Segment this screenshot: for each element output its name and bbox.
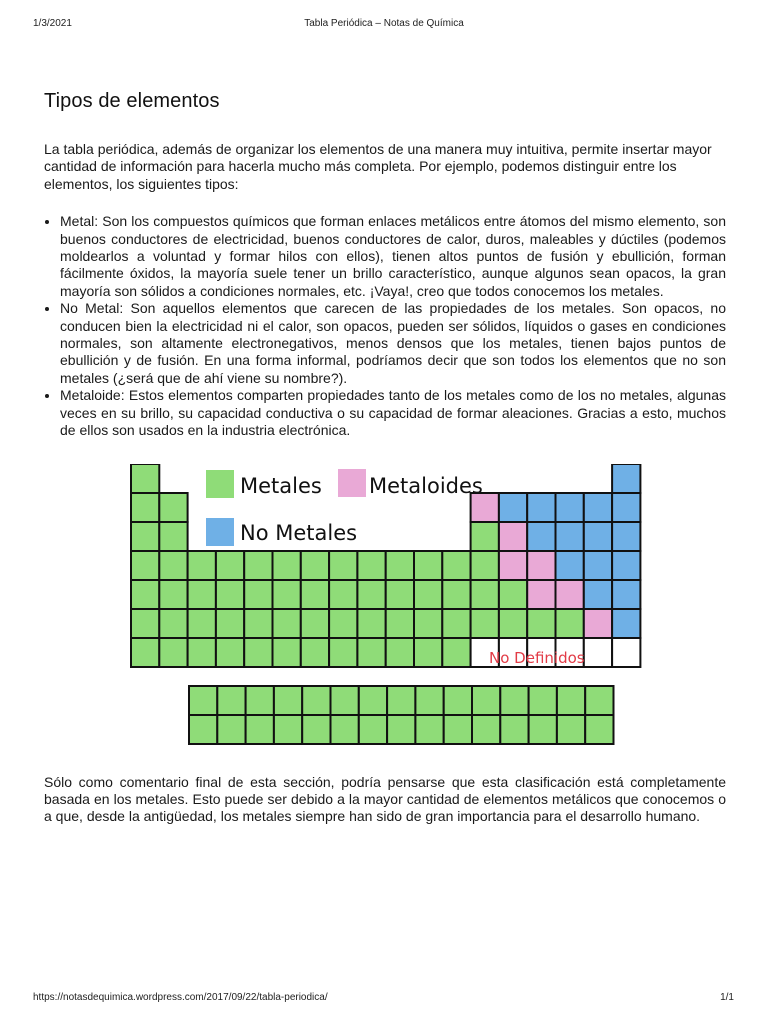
list-item-metalloid: • Metaloide: Estos elementos comparten propiedades tanto de los metales como de los no metales, algunas veces en su brillo, su capacidad conductiva o su capacidad de formar aleaciones. Gracias a esto, muchos de ellos son usados en la industria electrónica. [60, 387, 726, 439]
element-cell-metal [131, 580, 159, 609]
element-cell-undefined [612, 638, 640, 667]
element-cell-nonmetal [612, 493, 640, 522]
element-cell-metal [131, 464, 159, 493]
f-block-cell-metal [302, 686, 330, 715]
f-block-cell-metal [557, 686, 585, 715]
element-cell-metal [159, 493, 187, 522]
element-cell-metal [329, 609, 357, 638]
element-cell-metal [216, 638, 244, 667]
element-cell-metal [414, 551, 442, 580]
element-cell-metal [556, 609, 584, 638]
element-cell-nonmetal [584, 580, 612, 609]
element-cell-metalloid [499, 522, 527, 551]
element-cell-nonmetal [556, 522, 584, 551]
list-item-nonmetal: • No Metal: Son aquellos elementos que carecen de las propiedades de los metales. Son opacos, no conducen bien la electricidad ni el calor, son opacos, pueden ser sólidos, líquidos o gases en condiciones normales, son altamente electronegativos, menos densos que los metales, tienen bajos puntos de ebullición y de fusión. En una forma informal, podríamos decir que son todos los elementos que no son metales (¿será que de ahí viene su nombre?). [60, 300, 726, 387]
element-cell-metal [244, 609, 272, 638]
element-cell-nonmetal [612, 522, 640, 551]
element-cell-metal [357, 580, 385, 609]
element-cell-nonmetal [584, 522, 612, 551]
f-block-cell-metal [331, 715, 359, 744]
element-cell-metal [273, 580, 301, 609]
element-cell-undefined [584, 638, 612, 667]
element-cell-metal [414, 580, 442, 609]
element-cell-metal [273, 638, 301, 667]
element-cell-metal [301, 580, 329, 609]
legend-metalloids-swatch [338, 469, 366, 497]
element-cell-metal [357, 638, 385, 667]
f-block-cell-metal [444, 686, 472, 715]
f-block-cell-metal [472, 715, 500, 744]
legend-metals-swatch [206, 470, 234, 498]
f-block-cell-metal [302, 715, 330, 744]
element-cell-nonmetal [527, 493, 555, 522]
legend-undefined-label: No Definidos [489, 648, 585, 667]
element-cell-metalloid [527, 580, 555, 609]
element-cell-metal [499, 580, 527, 609]
f-block-cell-metal [444, 715, 472, 744]
element-cell-metal [301, 551, 329, 580]
intro-paragraph: La tabla periódica, además de organizar los elementos de una manera muy intuitiva, permite insertar mayor cantidad de información para hacerla mucho más completa. Por ejemplo, podemos distinguir entre los elementos, los siguientes tipos: [44, 141, 712, 192]
element-cell-nonmetal [499, 493, 527, 522]
element-cell-metalloid [499, 551, 527, 580]
element-cell-nonmetal [584, 551, 612, 580]
legend-nonmetals-swatch [206, 518, 234, 546]
element-cell-metal [188, 609, 216, 638]
f-block-cell-metal [359, 715, 387, 744]
f-block-cell-metal [557, 715, 585, 744]
element-cell-metal [159, 551, 187, 580]
element-cell-metal [357, 551, 385, 580]
element-cell-metal [159, 638, 187, 667]
element-cell-metal [244, 551, 272, 580]
f-block-cell-metal [331, 686, 359, 715]
article-content [44, 90, 726, 826]
f-block-cell-metal [387, 686, 415, 715]
element-cell-metal [188, 580, 216, 609]
f-block-cell-metal [274, 715, 302, 744]
element-cell-metal [159, 580, 187, 609]
f-block-cell-metal [529, 686, 557, 715]
f-block-cell-metal [359, 686, 387, 715]
element-cell-metal [442, 609, 470, 638]
periodic-table-figure [44, 464, 726, 764]
element-cell-metal [414, 638, 442, 667]
print-page-number: 1/1 [720, 992, 734, 1003]
element-cell-metal [329, 551, 357, 580]
element-cell-metal [357, 609, 385, 638]
element-cell-metal [273, 609, 301, 638]
element-cell-metal [131, 638, 159, 667]
element-cell-metal [471, 609, 499, 638]
f-block-cell-metal [472, 686, 500, 715]
element-cell-metal [386, 551, 414, 580]
f-block-cell-metal [585, 686, 613, 715]
section-heading: Tipos de elementos [44, 90, 220, 112]
list-item-metal: • Metal: Son los compuestos químicos que forman enlaces metálicos entre átomos del mismo elemento, son buenos conductores de electricidad, buenos conductores de calor, duros, maleables y dúctiles (podemos moldearlos a voluntad y formar hilos con ellos), tienen altos puntos de fusión y ebullición, forman fácilmente óxidos, la mayoría suele tener un brillo característico, aunque algunos sean opacos, la gran mayoría son sólidos a condiciones normales, etc. ¡Vaya!, creo que todos conocemos los metales. [60, 213, 726, 300]
f-block-cell-metal [189, 715, 217, 744]
element-cell-metal [386, 580, 414, 609]
f-block-cell-metal [387, 715, 415, 744]
element-cell-metal [188, 551, 216, 580]
f-block-cell-metal [500, 715, 528, 744]
element-cell-metal [329, 580, 357, 609]
print-footer-url: https://notasdequimica.wordpress.com/2017/09/22/tabla-periodica/ [33, 992, 328, 1003]
element-cell-metal [414, 609, 442, 638]
element-cell-nonmetal [584, 493, 612, 522]
element-cell-nonmetal [612, 609, 640, 638]
f-block-cell-metal [246, 715, 274, 744]
element-cell-metal [216, 609, 244, 638]
f-block-cell-metal [274, 686, 302, 715]
element-type-list [44, 213, 726, 439]
element-cell-metalloid [584, 609, 612, 638]
legend-nonmetals-label: No Metales [240, 520, 358, 545]
f-block-cell-metal [217, 686, 245, 715]
element-cell-metal [301, 638, 329, 667]
element-cell-metal [471, 551, 499, 580]
element-cell-metal [216, 580, 244, 609]
element-cell-metal [301, 609, 329, 638]
element-cell-metal [159, 522, 187, 551]
f-block-cell-metal [415, 715, 443, 744]
element-cell-metal [527, 609, 555, 638]
legend-metals-label: Metales [240, 473, 322, 498]
element-cell-metal [386, 638, 414, 667]
element-cell-metalloid [556, 580, 584, 609]
element-cell-metal [131, 609, 159, 638]
element-cell-metal [386, 609, 414, 638]
element-cell-metalloid [527, 551, 555, 580]
element-cell-metal [499, 609, 527, 638]
element-cell-metal [131, 493, 159, 522]
f-block-cell-metal [217, 715, 245, 744]
print-header-title: Tabla Periódica – Notas de Química [304, 18, 464, 29]
legend-metalloids-label: Metaloides [369, 473, 483, 498]
element-cell-nonmetal [612, 464, 640, 493]
element-cell-nonmetal [556, 551, 584, 580]
element-cell-metal [273, 551, 301, 580]
element-cell-metal [471, 580, 499, 609]
element-cell-metal [329, 638, 357, 667]
element-cell-metal [442, 580, 470, 609]
f-block-cell-metal [500, 686, 528, 715]
element-cell-nonmetal [527, 522, 555, 551]
f-block-cell-metal [585, 715, 613, 744]
closing-paragraph: Sólo como comentario final de esta sección, podría pensarse que esta clasificación está completamente basada en los metales. Esto puede ser debido a la mayor cantidad de elementos metálicos que conocemos o a que, desde la antigüedad, los metales siempre han sido de gran importancia para el desarrollo humano. [44, 773, 726, 825]
f-block-cell-metal [529, 715, 557, 744]
element-cell-metal [188, 638, 216, 667]
element-cell-metal [471, 522, 499, 551]
element-cell-metal [131, 522, 159, 551]
element-cell-metal [244, 580, 272, 609]
element-cell-metal [244, 638, 272, 667]
print-date: 1/3/2021 [33, 18, 72, 29]
element-cell-nonmetal [556, 493, 584, 522]
periodic-table-diagram [44, 464, 726, 764]
f-block-cell-metal [246, 686, 274, 715]
f-block-cell-metal [415, 686, 443, 715]
f-block-cell-metal [189, 686, 217, 715]
element-cell-metal [216, 551, 244, 580]
element-cell-nonmetal [612, 551, 640, 580]
element-cell-metal [442, 638, 470, 667]
element-cell-nonmetal [612, 580, 640, 609]
element-cell-metal [159, 609, 187, 638]
element-cell-metal [131, 551, 159, 580]
element-cell-metal [442, 551, 470, 580]
